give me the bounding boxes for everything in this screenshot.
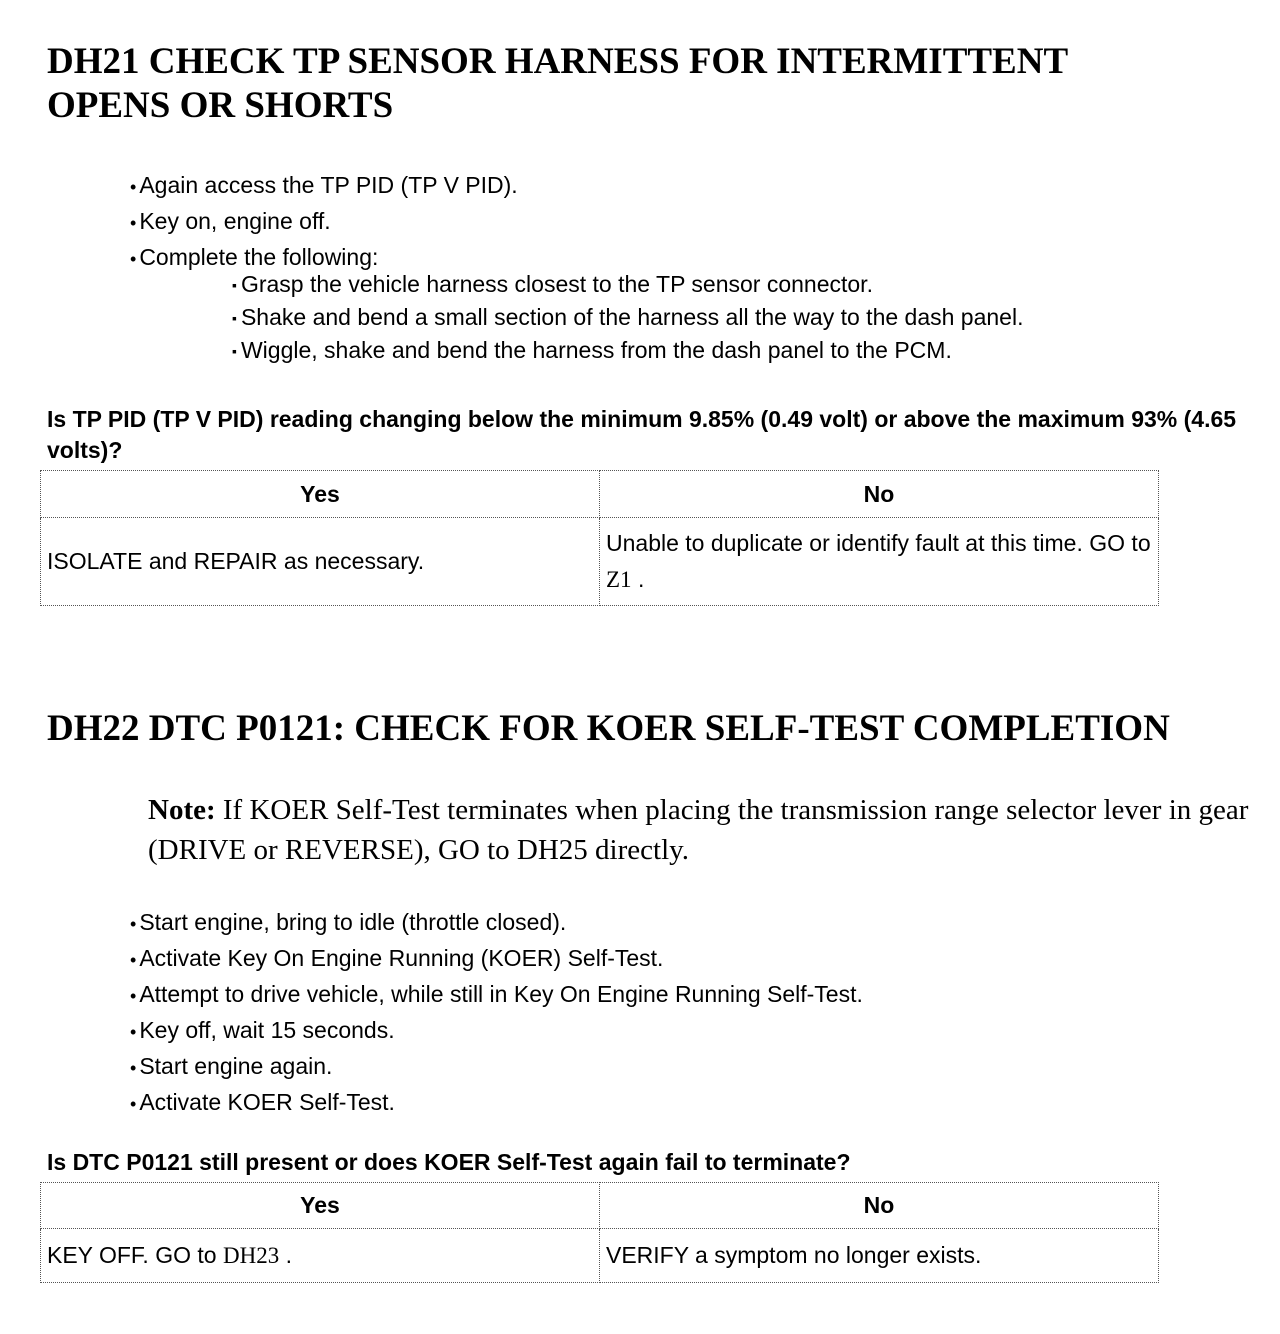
dh23-link[interactable]: DH23 [222, 1243, 280, 1268]
dh22-steps [130, 905, 863, 1121]
yes-cell [41, 1229, 600, 1283]
title-line: DH21 CHECK TP SENSOR HARNESS FOR INTERMITTENT [47, 41, 1069, 82]
no-text: Unable to duplicate or identify fault at this time. GO to [606, 530, 1151, 556]
step: • Again access the TP PID (TP V PID). [130, 168, 518, 204]
dh22-question: Is DTC P0121 still present or does KOER Self-Test again fail to terminate? [47, 1149, 851, 1175]
substep: ▪ Shake and bend a small section of the harness all the way to the dash panel. [232, 301, 1023, 334]
no-end: . [637, 566, 645, 592]
step: • Complete the following: [130, 240, 518, 276]
note-label: Note: [148, 794, 216, 826]
dh21-question: Is TP PID (TP V PID) reading changing below the minimum 9.85% (0.49 volt) or above the maximum 93% (4.65 volts)? [47, 406, 1237, 463]
step: • Start engine, bring to idle (throttle closed). [130, 905, 863, 941]
dh22-title: DH22 DTC P0121: CHECK FOR KOER SELF-TEST COMPLETION [47, 708, 1170, 749]
dh21-table [40, 470, 1159, 606]
note-text: If KOER Self-Test terminates when placing the transmission range selector lever in gear (DRIVE or REVERSE), GO to DH25 directly. [148, 794, 1249, 866]
yes-cell: ISOLATE and REPAIR as necessary. [41, 518, 600, 606]
step: • Start engine again. [130, 1049, 863, 1085]
step: • Activate KOER Self-Test. [130, 1085, 863, 1121]
yes-text: KEY OFF. GO to [47, 1242, 217, 1268]
dh21-steps [130, 168, 518, 276]
title-line: OPENS OR SHORTS [47, 85, 394, 126]
substep: ▪ Wiggle, shake and bend the harness from the dash panel to the PCM. [232, 334, 1023, 367]
note [148, 790, 1258, 870]
step: • Key on, engine off. [130, 204, 518, 240]
z1-link[interactable]: Z1 [606, 567, 632, 592]
step: • Key off, wait 15 seconds. [130, 1013, 863, 1049]
dh21-title [47, 40, 1068, 128]
no-cell [600, 518, 1159, 606]
no-cell: VERIFY a symptom no longer exists. [600, 1229, 1159, 1283]
yes-header: Yes [41, 471, 600, 518]
no-header: No [600, 471, 1159, 518]
step: • Attempt to drive vehicle, while still in Key On Engine Running Self-Test. [130, 977, 863, 1013]
yes-end: . [285, 1242, 292, 1268]
yes-header: Yes [41, 1183, 600, 1229]
step: • Activate Key On Engine Running (KOER) Self-Test. [130, 941, 863, 977]
dh22-table [40, 1182, 1159, 1283]
no-header: No [600, 1183, 1159, 1229]
dh21-substeps [232, 268, 1023, 367]
substep: ▪ Grasp the vehicle harness closest to the TP sensor connector. [232, 268, 1023, 301]
